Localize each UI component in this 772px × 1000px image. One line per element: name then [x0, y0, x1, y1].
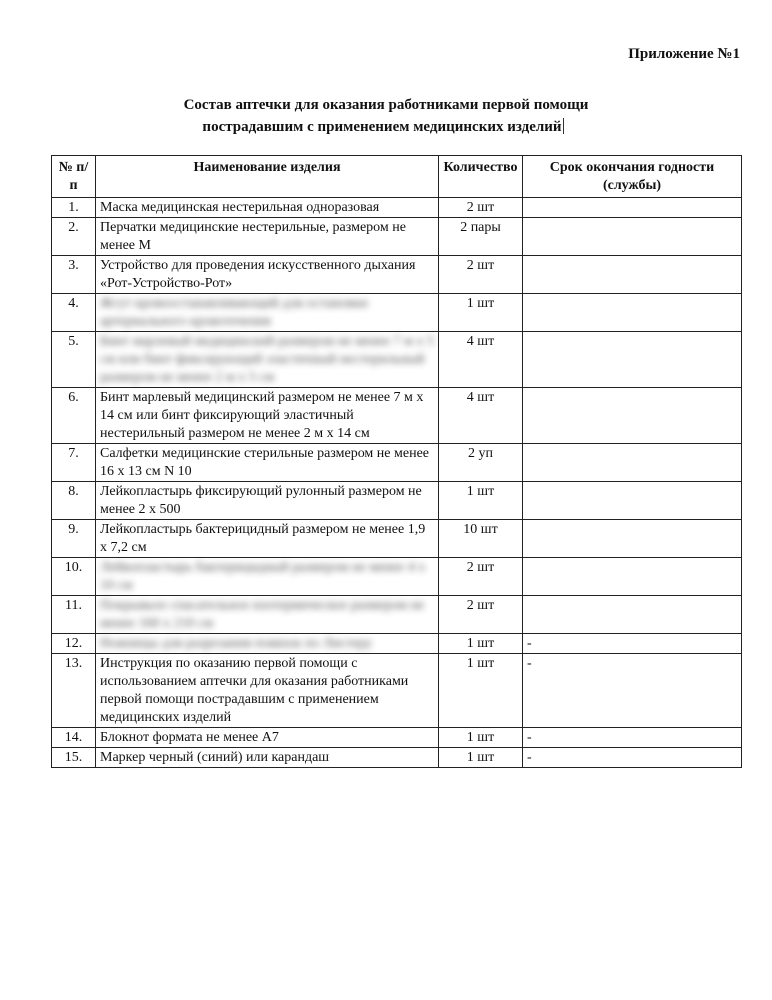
- row-number: 10.: [52, 558, 96, 596]
- row-item-name: [96, 596, 439, 634]
- row-quantity: 2 уп: [439, 444, 523, 482]
- table-row: [52, 388, 742, 444]
- row-number: 2.: [52, 218, 96, 256]
- row-expiry: [523, 332, 742, 388]
- row-number: 15.: [52, 748, 96, 768]
- row-expiry: -: [523, 748, 742, 768]
- row-item-name: [96, 558, 439, 596]
- row-item-name: Маска медицинская нестерильная одноразовая: [96, 198, 439, 218]
- row-quantity: 2 шт: [439, 198, 523, 218]
- row-item-name: [96, 634, 439, 654]
- first-aid-kit-table: [51, 155, 742, 768]
- redacted-item-name: Покрывало спасательное изотермическое размером не менее 160 х 210 см: [100, 598, 425, 631]
- table-row: [52, 198, 742, 218]
- row-item-name: Перчатки медицинские нестерильные, размером не менее М: [96, 218, 439, 256]
- row-number: 4.: [52, 294, 96, 332]
- row-expiry: [523, 198, 742, 218]
- row-number: 9.: [52, 520, 96, 558]
- row-expiry: -: [523, 728, 742, 748]
- table-header-row: [52, 156, 742, 198]
- document-title: [0, 95, 772, 137]
- redacted-item-name: Бинт марлевый медицинский размером не менее 7 м х 5 см или бинт фиксирующий эластичный нестерильный размером не менее 2 м х 5 см: [100, 334, 434, 385]
- row-item-name: Лейкопластырь фиксирующий рулонный размером не менее 2 х 500: [96, 482, 439, 520]
- row-item-name: [96, 332, 439, 388]
- table-row: [52, 444, 742, 482]
- table-row: [52, 634, 742, 654]
- table-row: [52, 654, 742, 728]
- row-item-name: Маркер черный (синий) или карандаш: [96, 748, 439, 768]
- row-expiry: [523, 444, 742, 482]
- row-number: 1.: [52, 198, 96, 218]
- row-number: 5.: [52, 332, 96, 388]
- header-num: № п/п: [52, 156, 96, 198]
- row-item-name: Салфетки медицинские стерильные размером не менее 16 х 13 см N 10: [96, 444, 439, 482]
- row-quantity: 1 шт: [439, 728, 523, 748]
- title-line-2: пострадавшим с применением медицинских изделий: [202, 119, 562, 135]
- row-quantity: 4 шт: [439, 332, 523, 388]
- row-expiry: [523, 558, 742, 596]
- row-item-name: Устройство для проведения искусственного дыхания «Рот-Устройство-Рот»: [96, 256, 439, 294]
- row-quantity: 2 пары: [439, 218, 523, 256]
- row-quantity: 1 шт: [439, 634, 523, 654]
- row-number: 11.: [52, 596, 96, 634]
- row-expiry: -: [523, 634, 742, 654]
- title-line-1: Состав аптечки для оказания работниками первой помощи: [183, 97, 589, 113]
- table-row: [52, 332, 742, 388]
- table-row: [52, 728, 742, 748]
- row-item-name: Блокнот формата не менее А7: [96, 728, 439, 748]
- row-expiry: [523, 482, 742, 520]
- row-item-name: Лейкопластырь бактерицидный размером не менее 1,9 х 7,2 см: [96, 520, 439, 558]
- row-number: 6.: [52, 388, 96, 444]
- row-number: 13.: [52, 654, 96, 728]
- row-quantity: 4 шт: [439, 388, 523, 444]
- table-body: [52, 198, 742, 768]
- row-quantity: 2 шт: [439, 256, 523, 294]
- row-number: 14.: [52, 728, 96, 748]
- table-row: [52, 558, 742, 596]
- row-expiry: [523, 596, 742, 634]
- row-number: 8.: [52, 482, 96, 520]
- row-item-name: Бинт марлевый медицинский размером не менее 7 м х 14 см или бинт фиксирующий эластичный нестерильный размером не менее 2 м х 14 см: [96, 388, 439, 444]
- row-quantity: 1 шт: [439, 482, 523, 520]
- row-quantity: 1 шт: [439, 748, 523, 768]
- row-item-name: [96, 294, 439, 332]
- header-expiry: Срок окончания годности (службы): [523, 156, 742, 198]
- table-row: [52, 748, 742, 768]
- table-row: [52, 294, 742, 332]
- row-expiry: [523, 294, 742, 332]
- header-name: Наименование изделия: [96, 156, 439, 198]
- row-quantity: 10 шт: [439, 520, 523, 558]
- row-number: 12.: [52, 634, 96, 654]
- row-expiry: [523, 256, 742, 294]
- appendix-label: Приложение №1: [628, 46, 740, 62]
- redacted-item-name: Лейкопластырь бактерицидный размером не менее 4 х 10 см: [100, 560, 426, 593]
- redacted-item-name: Ножницы для разрезания повязок по Листеру: [100, 636, 373, 651]
- row-number: 7.: [52, 444, 96, 482]
- table-row: [52, 218, 742, 256]
- row-expiry: [523, 388, 742, 444]
- table-row: [52, 520, 742, 558]
- row-quantity: 1 шт: [439, 654, 523, 728]
- header-qty: Количество: [439, 156, 523, 198]
- table-row: [52, 256, 742, 294]
- row-item-name: Инструкция по оказанию первой помощи с использованием аптечки для оказания работниками первой помощи пострадавшим с применением медицинских изделий: [96, 654, 439, 728]
- row-quantity: 2 шт: [439, 558, 523, 596]
- row-quantity: 1 шт: [439, 294, 523, 332]
- row-quantity: 2 шт: [439, 596, 523, 634]
- row-expiry: [523, 218, 742, 256]
- row-expiry: [523, 520, 742, 558]
- row-number: 3.: [52, 256, 96, 294]
- text-cursor-icon: [563, 118, 570, 134]
- redacted-item-name: Жгут кровоостанавливающий для остановки артериального кровотечения: [100, 296, 368, 329]
- row-expiry: -: [523, 654, 742, 728]
- table-row: [52, 482, 742, 520]
- table-row: [52, 596, 742, 634]
